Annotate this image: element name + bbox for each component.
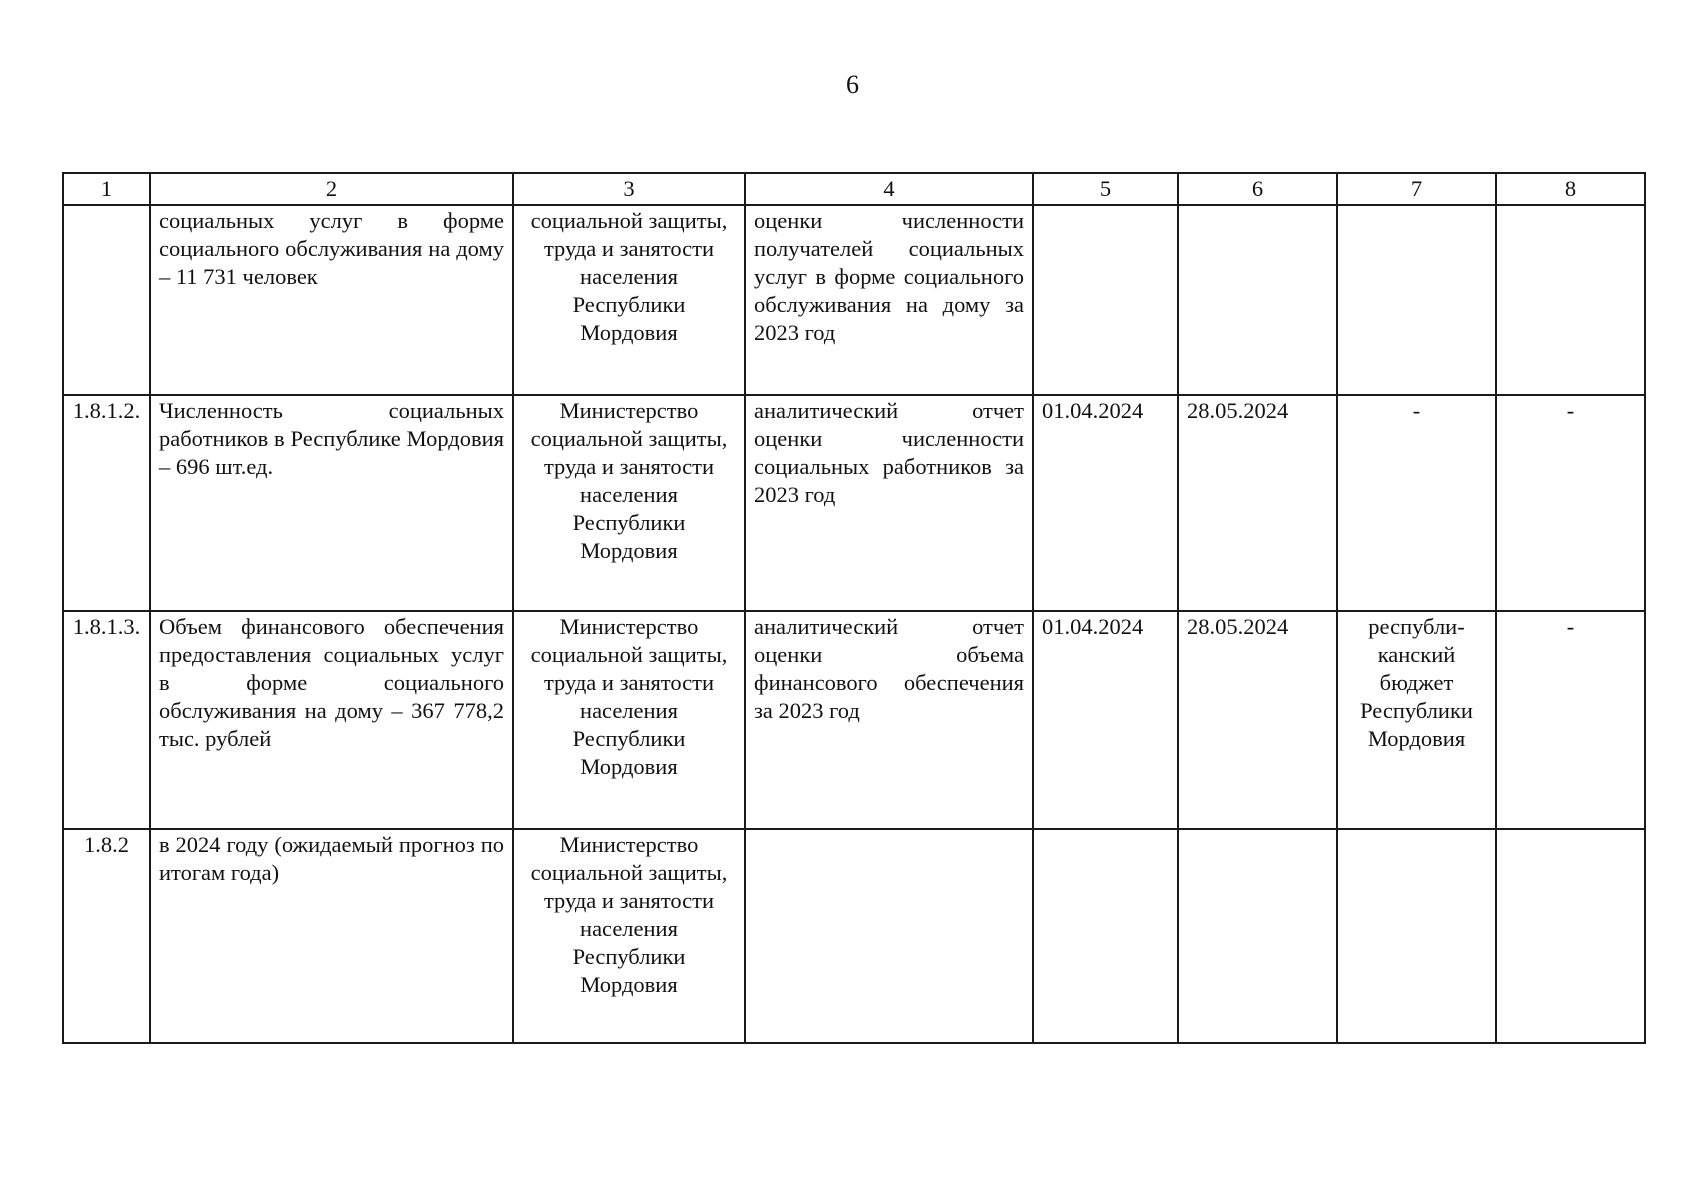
indicator-cell: Численность социальных работников в Республике Мордовия – 696 шт.ед. — [150, 395, 513, 611]
column-number-header: 2 — [150, 173, 513, 205]
funding-cell: - — [1337, 395, 1496, 611]
table-row — [63, 205, 1645, 395]
table-row — [63, 829, 1645, 1043]
column-number-header: 7 — [1337, 173, 1496, 205]
start-date-cell: 01.04.2024 — [1033, 395, 1178, 611]
page-number: 6 — [846, 70, 859, 99]
end-date-cell: 28.05.2024 — [1178, 395, 1337, 611]
result-cell: оценки численности получателей социальных услуг в форме социального обслуживания на дому за 2023 год — [745, 205, 1033, 395]
start-date-cell — [1033, 205, 1178, 395]
column-8-cell: - — [1496, 395, 1645, 611]
responsible-cell: социальной защиты, труда и занятости населения Республики Мордовия — [513, 205, 745, 395]
column-8-cell: - — [1496, 611, 1645, 829]
item-number-cell: 1.8.1.2. — [63, 395, 150, 611]
table-row — [63, 395, 1645, 611]
column-number-header: 1 — [63, 173, 150, 205]
column-number-header: 3 — [513, 173, 745, 205]
indicator-cell: в 2024 году (ожидаемый прогноз по итогам года) — [150, 829, 513, 1043]
indicator-cell: социальных услуг в форме социального обслуживания на дому – 11 731 человек — [150, 205, 513, 395]
column-number-header: 8 — [1496, 173, 1645, 205]
plan-table — [62, 172, 1646, 1044]
start-date-cell: 01.04.2024 — [1033, 611, 1178, 829]
indicator-cell: Объем финансового обеспечения предоставления социальных услуг в форме социального обслуживания на дому – 367 778,2 тыс. рублей — [150, 611, 513, 829]
column-8-cell — [1496, 829, 1645, 1043]
end-date-cell — [1178, 829, 1337, 1043]
column-number-header: 6 — [1178, 173, 1337, 205]
responsible-cell: Министерство социальной защиты, труда и занятости населения Республики Мордовия — [513, 611, 745, 829]
result-cell: аналитический отчет оценки объема финансового обеспечения за 2023 год — [745, 611, 1033, 829]
start-date-cell — [1033, 829, 1178, 1043]
responsible-cell: Министерство социальной защиты, труда и занятости населения Республики Мордовия — [513, 829, 745, 1043]
result-cell: аналитический отчет оценки численности социальных работников за 2023 год — [745, 395, 1033, 611]
table-row — [63, 611, 1645, 829]
column-number-header: 4 — [745, 173, 1033, 205]
funding-cell — [1337, 829, 1496, 1043]
result-cell — [745, 829, 1033, 1043]
end-date-cell: 28.05.2024 — [1178, 611, 1337, 829]
column-number-row — [63, 173, 1645, 205]
column-8-cell — [1496, 205, 1645, 395]
item-number-cell: 1.8.2 — [63, 829, 150, 1043]
item-number-cell — [63, 205, 150, 395]
funding-cell: республи-канский бюджет Республики Мордовия — [1337, 611, 1496, 829]
item-number-cell: 1.8.1.3. — [63, 611, 150, 829]
funding-cell — [1337, 205, 1496, 395]
end-date-cell — [1178, 205, 1337, 395]
column-number-header: 5 — [1033, 173, 1178, 205]
responsible-cell: Министерство социальной защиты, труда и занятости населения Республики Мордовия — [513, 395, 745, 611]
